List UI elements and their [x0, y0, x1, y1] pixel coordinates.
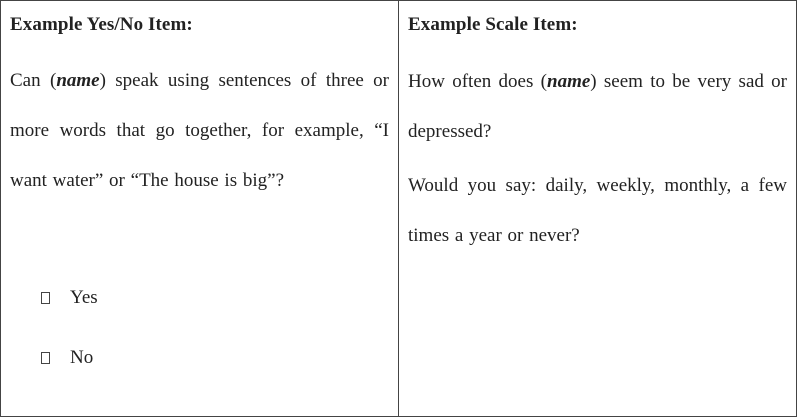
name-placeholder: name	[56, 70, 100, 91]
name-placeholder: name	[547, 71, 591, 92]
question-suffix: ) speak using sentences of three or more words that go together, for example, “I want water” or “The house is big”?	[10, 70, 390, 191]
scale-item-cell	[399, 1, 796, 416]
scale-item-heading: Example Scale Item:	[408, 14, 578, 35]
option-no[interactable]	[41, 347, 93, 369]
no-checkbox[interactable]	[41, 352, 50, 364]
question-prefix: How often does (	[408, 71, 547, 92]
yes-no-item-heading: Example Yes/No Item:	[10, 14, 193, 35]
question-suffix: ) seem to be very sad or depressed?	[408, 71, 787, 142]
no-label: No	[70, 347, 94, 368]
question-prefix: Can (	[10, 70, 57, 91]
yes-no-item-question	[10, 56, 389, 206]
scale-item-followup: Would you say: daily, weekly, monthly, a few times a year or never?	[408, 175, 787, 246]
yes-no-item-cell	[1, 1, 399, 416]
yes-label: Yes	[70, 287, 98, 308]
option-yes[interactable]	[41, 287, 98, 309]
scale-item-question	[408, 57, 787, 157]
yes-checkbox[interactable]	[41, 292, 50, 304]
